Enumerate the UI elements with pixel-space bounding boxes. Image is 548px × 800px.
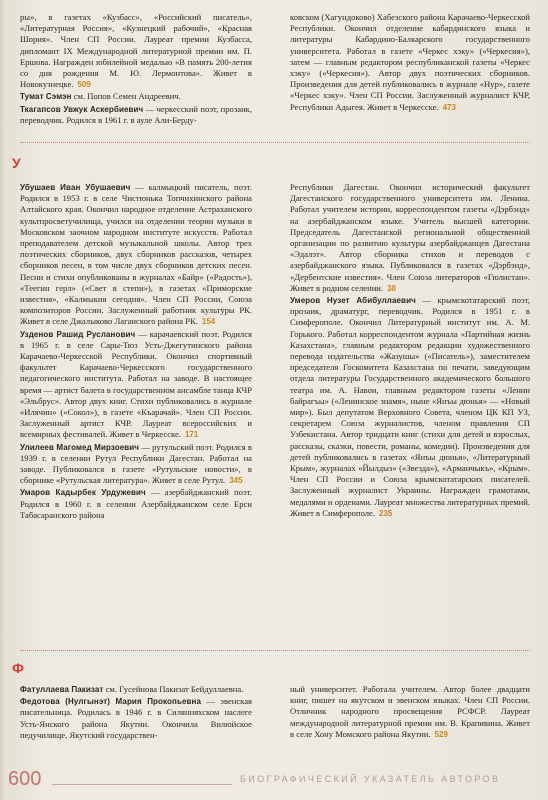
entry-headword: Федотова (Нулгынэт) Мария Прокопьевна	[20, 697, 202, 707]
entry-headword: Тумат Сэмэн	[20, 92, 72, 102]
continuation-paragraph	[20, 12, 252, 90]
page-reference: 154	[201, 317, 216, 327]
entry-headword: Убушаев Иван Убушаевич	[20, 183, 131, 192]
entry-text: ковском (Хагундоково) Хабезского района Карачаево-Черкесской Республики. Окончил отделение кабардинского языка и литературы Кабардино-Балкарского государственного университета. Работал в газете «Черкес хэку» («Черкесия»), затем — главным редактором республиканской газеты «Черкес хэку» («Черкесия»). Автор двух поэтических сборников. Произведения для детей публиковались в журнале «Нур», газете «Черкес хэку». Член СП России. Заслуженный журналист КЧР, Республики Адыгея. Живет в Черкесске.	[290, 12, 530, 112]
entry-text: см. Попов Семен Андреевич.	[71, 91, 181, 102]
entry-text: — азербайджанский поэт. Родился в 1960 г. в селении Азербайджанском селе Ерси Табасаранского района	[20, 487, 252, 520]
entry-uzdenov	[20, 329, 252, 441]
section3-right-column	[290, 684, 530, 741]
entry-text: — эвенская писательница. Родилась в 1946 г. в Силянняхском наслеге Усть-Янского района Якутии. Окончила Вилюйское педучилище, Якутский государствен-	[20, 696, 252, 740]
footer-rule	[52, 784, 232, 785]
page-reference: 235	[379, 508, 393, 518]
entry-text: — рутульский поэт. Родился в 1939 г. в селении Рутул Республики Дагестан. Работал на заводе. Публиковался в газете «Рутульские новости», в сборнике «Рутульская литература». Живет в селе Рутул.	[20, 441, 252, 486]
section1-left-column	[20, 12, 252, 127]
section2-right-column	[290, 182, 530, 520]
entry-text: — калмыцкий писатель, поэт. Родился в 1953 г. в селе Чистюнька Топчихинского района Алтайского края. Окончил народное отделение Астраханского культпросветучилища, учился на отделении теории музыки в Московском заочном народном институте искусств. Работал преподавателем детской музыкальной школы. Автор трех поэтических сборников, двух сборников рассказов, четырех сборников песен, в том числе двух сборников детских песен. Песни и стихи опубликованы в журналах «Байр» («Радость»), «Теегин герл» («Свет в степи»), в газетах «Приморские известия», «Калмыкия сегодня». Член СП России, Союза композиторов России. Заслуженный работник культуры РК. Живет в селе Джалыково Лаганского района РК.	[20, 182, 252, 327]
entry-ulileev	[20, 442, 252, 487]
page-reference: 509	[77, 80, 91, 90]
continuation-text: ры», в газетах «Кузбасс», «Российский писатель», «Литературная Россия», «Кузнецкий рабочий», «Красная Шория». Член СП России. Лауреат премии Кузбасса, дипломант IX Международной литературной премии им. П. Ершова. Награжден юбилейной медалью «В память 200-летия со дня рождения М. Ю. Лермонтова». Живет в Новокузнецке.	[20, 12, 252, 90]
entry-fedotova	[20, 696, 252, 741]
page-reference: 38	[387, 283, 396, 293]
entry-headword: Улилеев Магомед Мирзоевич	[20, 442, 140, 452]
continuation-paragraph	[290, 12, 530, 113]
page-edge-shadow	[0, 0, 3, 800]
entry-text: ный университет. Работала учителем. Автор более двадцати книг, пишет на якутском и эвенском языках. Член СП России. Отличник народного просвещения РСФСР. Лауреат международной литературной премии им. В. Крапивина. Живет в селе Хону Момского района Якутии.	[290, 684, 530, 739]
page-reference: 473	[442, 102, 456, 112]
section3-left-column	[20, 684, 252, 742]
entry-headword: Ткагапсов Увжук Аскербиевич	[20, 104, 144, 114]
continuation-paragraph	[290, 182, 530, 294]
entry-headword: Фатуллаева Пакизат	[20, 685, 104, 694]
page-reference: 345	[229, 476, 243, 486]
section-letter-u: У	[12, 155, 21, 171]
entry-text: — крымскотатарский поэт, прозаик, драматург, переводчик. Родился в 1951 г. в Симферополе. Окончил Литературный институт им. А. М. Горького. Работал корреспондентом журнала «Партийная жизнь Казахстана», главным редактором редакции художественного перевода издательства «Жазушы» («Писатель»), заместителем председателя Госкомитета Казахстана по печати, заведующим отдела литературы Государственного академического большого театра им. А. Навои, главным редактором газеты «Ленин байрагъы» («Ленинское знамя», ныне «Янъы дюнья» — «Новый мир»). Был депутатом Верховного Совета, членом ЦК КП УЗ, секретарем Союза журналистов, членом правления СП Узбекистана. Автор тридцати книг (стихи для детей и взрослых, рассказы, сказки, повести, романы, комедии). Произведения для детей публиковались в газетах «Янъы дюнья», «Литературный Крым», журналах «Йылдыз» («Звезда»), «Арманчыкъ», «Крым». Член СП России и Союза крымскотатарских писателей. Заслуженный журналист Украины. Награжден грамотами, медалями и орденами. Лауреат множества литературных премий. Живет в Симферополе.	[290, 295, 530, 518]
section2-left-column	[20, 182, 252, 522]
entry-tkagapsov	[20, 104, 252, 126]
entry-text: Республики Дагестан. Окончил исторический факультет Дагестанского государственного университета им. Ленина. Работал учителем истории, корреспондентом газеты «Дэрбэнд» на азербайджанском языке. Учитель высшей категории. Председатель Дагестанской региональной общественной организации по развитию культуры азербайджанцев Дагестана «Эдалэт». Автор сборника стихов и переводов с азербайджанского языка. Публиковался в газетах «Дэрбэнд», «Дербентские известия». Член Союза литераторов «Гюлистан». Живет в родном селении.	[290, 182, 530, 293]
entry-text: — черкесский поэт, прозаик, переводчик. Родился в 1961 г. в ауле Али-Берду-	[20, 103, 252, 125]
running-title: БИОГРАФИЧЕСКИЙ УКАЗАТЕЛЬ АВТОРОВ	[240, 774, 501, 784]
entry-headword: Умеров Нузет Абибуллаевич	[290, 296, 416, 306]
section-letter-f: Ф	[12, 660, 24, 676]
page-reference: 171	[184, 430, 199, 440]
entry-headword: Узденов Рашид Русланович	[20, 329, 136, 339]
entry-fatullaeva	[20, 684, 252, 695]
entry-text: — карачаевский поэт. Родился в 1965 г. в селе Сары-Тюз Усть-Джегутинского района Карачаево-Черкесской Республики. Окончил спортивный факультет Карачаево-Черкесского государственного педагогического института. Работал на заводе. В настоящее время — артист балета в государственном ансамбле танца КЧР «Эльбрус». Автор двух книг. Стихи публиковались в журнале «Илячин» («Сокол»), в газете «Къарачай». Член СП России. Заслуженный артист КЧР. Лауреат всероссийских и всемирных фестивалей. Живет в Черкесске.	[20, 328, 252, 440]
page-number: 600	[8, 768, 42, 790]
entry-umerov	[290, 295, 530, 519]
section-divider	[20, 650, 530, 651]
entry-tumat	[20, 91, 252, 102]
entry-headword: Умаров Кадырбек Урдужевич	[20, 488, 146, 498]
section-divider	[20, 142, 530, 143]
section1-right-column	[290, 12, 530, 114]
entry-ubushaev	[20, 182, 252, 328]
entry-umarov	[20, 487, 252, 521]
continuation-paragraph	[290, 684, 530, 740]
entry-text: см. Гусейнова Пакизат Бейдуллаевна.	[103, 684, 244, 694]
page-reference: 529	[434, 729, 448, 739]
